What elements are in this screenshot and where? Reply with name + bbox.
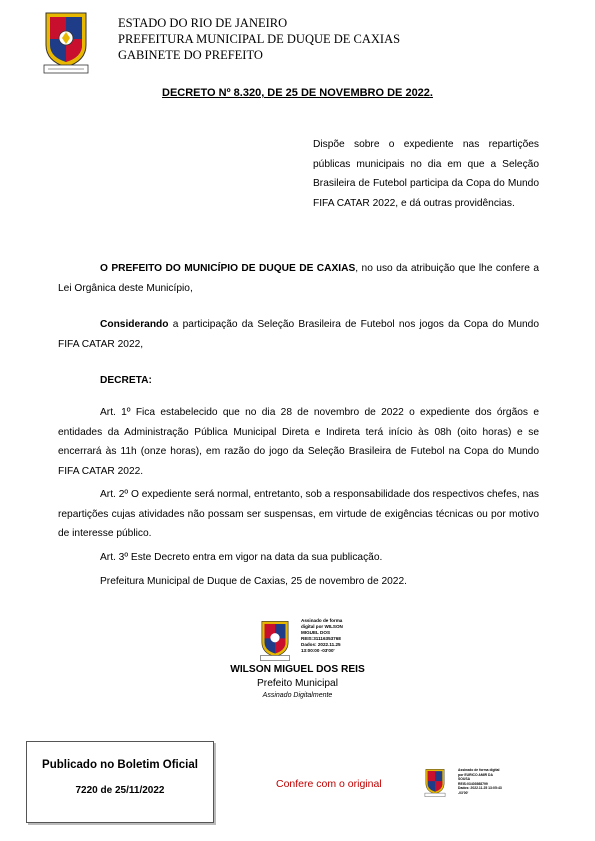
signer-name: WILSON MIGUEL DOS REIS: [230, 664, 365, 675]
stamp-line: -03'00': [458, 790, 469, 795]
stamp-line: por EURICO AMIR DA: [458, 772, 493, 777]
publication-title: Publicado no Boletim Oficial: [42, 759, 198, 771]
article-3: Art. 3º Este Decreto entra em vigor na data da sua publicação.: [100, 552, 383, 563]
header-prefecture: PREFEITURA MUNICIPAL DE DUQUE DE CAXIAS: [118, 32, 401, 46]
header-office: GABINETE DO PREFEITO: [118, 48, 263, 62]
place-date: Prefeitura Municipal de Duque de Caxias, 25 de novembro de 2022.: [100, 576, 407, 587]
header-state: ESTADO DO RIO DE JANEIRO: [118, 16, 288, 30]
stamp-line: REIS:31116353768: [301, 636, 341, 642]
stamp-line: Dados: 2022.11.25 13:05:43: [458, 786, 502, 791]
digital-signature-stamp: [301, 618, 363, 655]
publication-number: 7220 de 25/11/2022: [75, 785, 165, 796]
stamp-line: REIS:03403988799: [458, 781, 488, 786]
stamp-line: digital por WILSON: [301, 624, 343, 630]
ementa: Dispõe sobre o expediente nas repartições públicas municipais no dia em que a Seleção Brasileira de Futebol participa da Copa do Mundo FIFA CATAR 2022, e dá outras providências.: [313, 139, 539, 209]
article-2: Art. 2º O expediente será normal, entretanto, sob a responsabilidade dos respectivos chefes, nas repartições cujas atividades não possam ser suspensas, em virtude de exigências técnicas ou por motivo de interesse público.: [58, 489, 539, 539]
article-1: Art. 1º Fica estabelecido que no dia 28 de novembro de 2022 o expediente dos órgãos e entidades da Administração Pública Municipal Direta e Indireta terá início às 08h (oito horas) e se encerrará às 11h (onze horas), em razão do jogo da Seleção Brasileira de Futebol na Copa do Mundo FIFA CATAR 2022.: [58, 407, 539, 477]
coat-of-arms-icon: [42, 11, 90, 75]
small-digital-signature-stamp: [458, 768, 514, 796]
decree-title: DECRETO Nº 8.320, DE 25 DE NOVEMBRO DE 2022.: [162, 87, 433, 99]
small-coat-of-arms-icon: [424, 768, 446, 798]
stamp-line: Assinado de forma: [301, 618, 343, 623]
preamble-text: , no uso da atribuição que lhe confere a Lei Orgânica deste Município,: [58, 263, 539, 294]
stamp-line: 13:00:00 -03'00': [301, 648, 335, 654]
signer-role: Prefeito Municipal: [257, 678, 338, 689]
considerando-paragraph: [58, 315, 539, 354]
signature-coat-of-arms-icon: [259, 620, 291, 662]
stamp-line: MIGUEL DOS: [301, 630, 331, 636]
signed-digitally-note: Assinado Digitalmente: [262, 692, 333, 699]
considerando-text: a participação da Seleção Brasileira de Futebol nos jogos da Copa do Mundo FIFA CATAR 2022,: [58, 319, 539, 350]
preamble-bold: O PREFEITO DO MUNICÍPIO DE DUQUE DE CAXIAS: [100, 263, 356, 274]
stamp-line: SOUSA: [458, 777, 471, 782]
preamble-paragraph: [58, 259, 539, 298]
confere-original-text: Confere com o original: [276, 778, 382, 790]
stamp-line: Dados: 2022.11.25: [301, 642, 341, 648]
decreta-heading: [58, 371, 539, 391]
considerando-bold: Considerando: [100, 319, 169, 330]
publication-box: [26, 741, 214, 823]
decreta-text: DECRETA:: [100, 375, 152, 386]
stamp-line: Assinado de forma digital: [458, 768, 500, 772]
